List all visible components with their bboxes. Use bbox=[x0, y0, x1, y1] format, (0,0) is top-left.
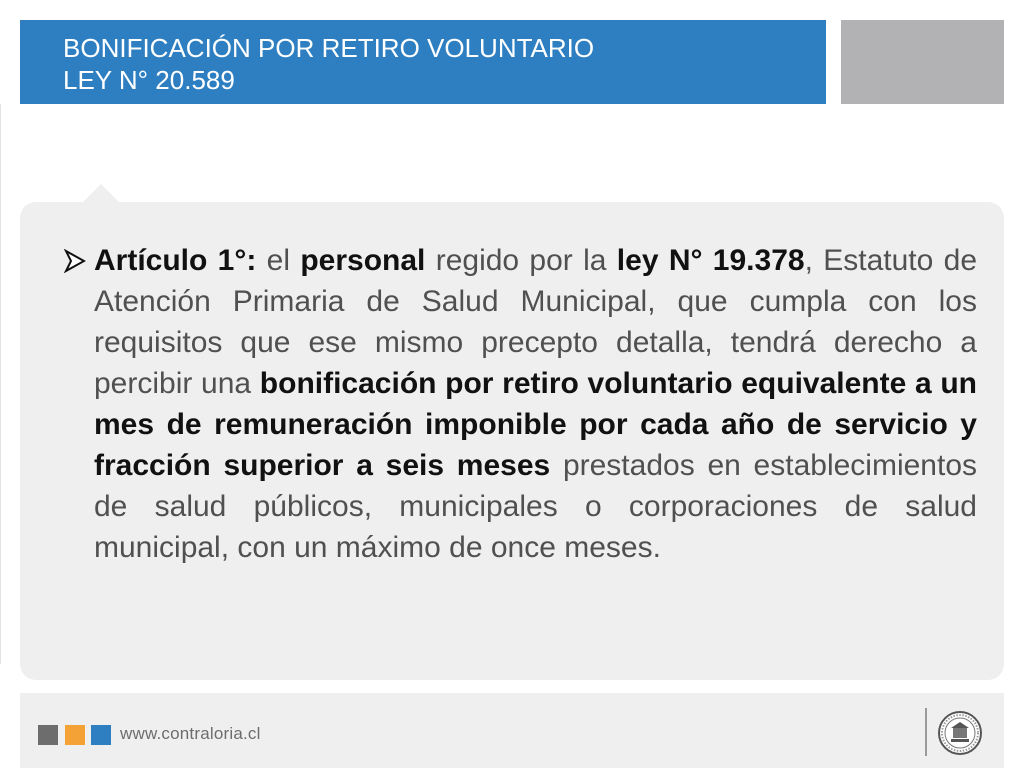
slide-title bbox=[20, 20, 826, 104]
footer-square-blue bbox=[91, 725, 111, 745]
text-segment: , Estatuto de Atención Primaria de Salud Municipal, que cumpla con los requisitos que ese mismo precepto detalla, tendrá derecho a percibir una bbox=[94, 244, 977, 400]
footer-square-orange bbox=[65, 725, 85, 745]
contraloria-seal-icon bbox=[937, 710, 983, 756]
title-line-1: BONIFICACIÓN POR RETIRO VOLUNTARIO bbox=[63, 33, 595, 63]
article-heading: Artículo 1°: bbox=[94, 244, 257, 277]
bold-segment: personal bbox=[300, 244, 426, 277]
law-reference: ley N° 19.378 bbox=[616, 244, 805, 277]
footer-divider bbox=[925, 708, 927, 756]
left-divider bbox=[0, 104, 1, 664]
content-box bbox=[20, 202, 1004, 680]
website-link[interactable]: www.contraloria.cl bbox=[120, 724, 261, 743]
bonus-description: bonificación por retiro voluntario equivalente a un mes de remuneración imponible por cada año de servicio y fracción superior a seis meses bbox=[94, 367, 977, 482]
title-line-2: LEY N° 20.589 bbox=[63, 65, 235, 95]
arrow-bullet-icon bbox=[64, 249, 86, 273]
footer bbox=[20, 693, 1004, 768]
footer-square-gray bbox=[38, 725, 58, 745]
title-accent-block bbox=[841, 20, 1004, 104]
content-box-tip bbox=[81, 184, 121, 204]
text-segment: prestados en establecimientos de salud públicos, municipales o corporaciones de salud municipal, con un máximo de once meses. bbox=[94, 449, 977, 564]
article-paragraph bbox=[70, 240, 977, 568]
text-segment: regido por la bbox=[425, 244, 617, 277]
text-segment: el bbox=[256, 244, 301, 277]
